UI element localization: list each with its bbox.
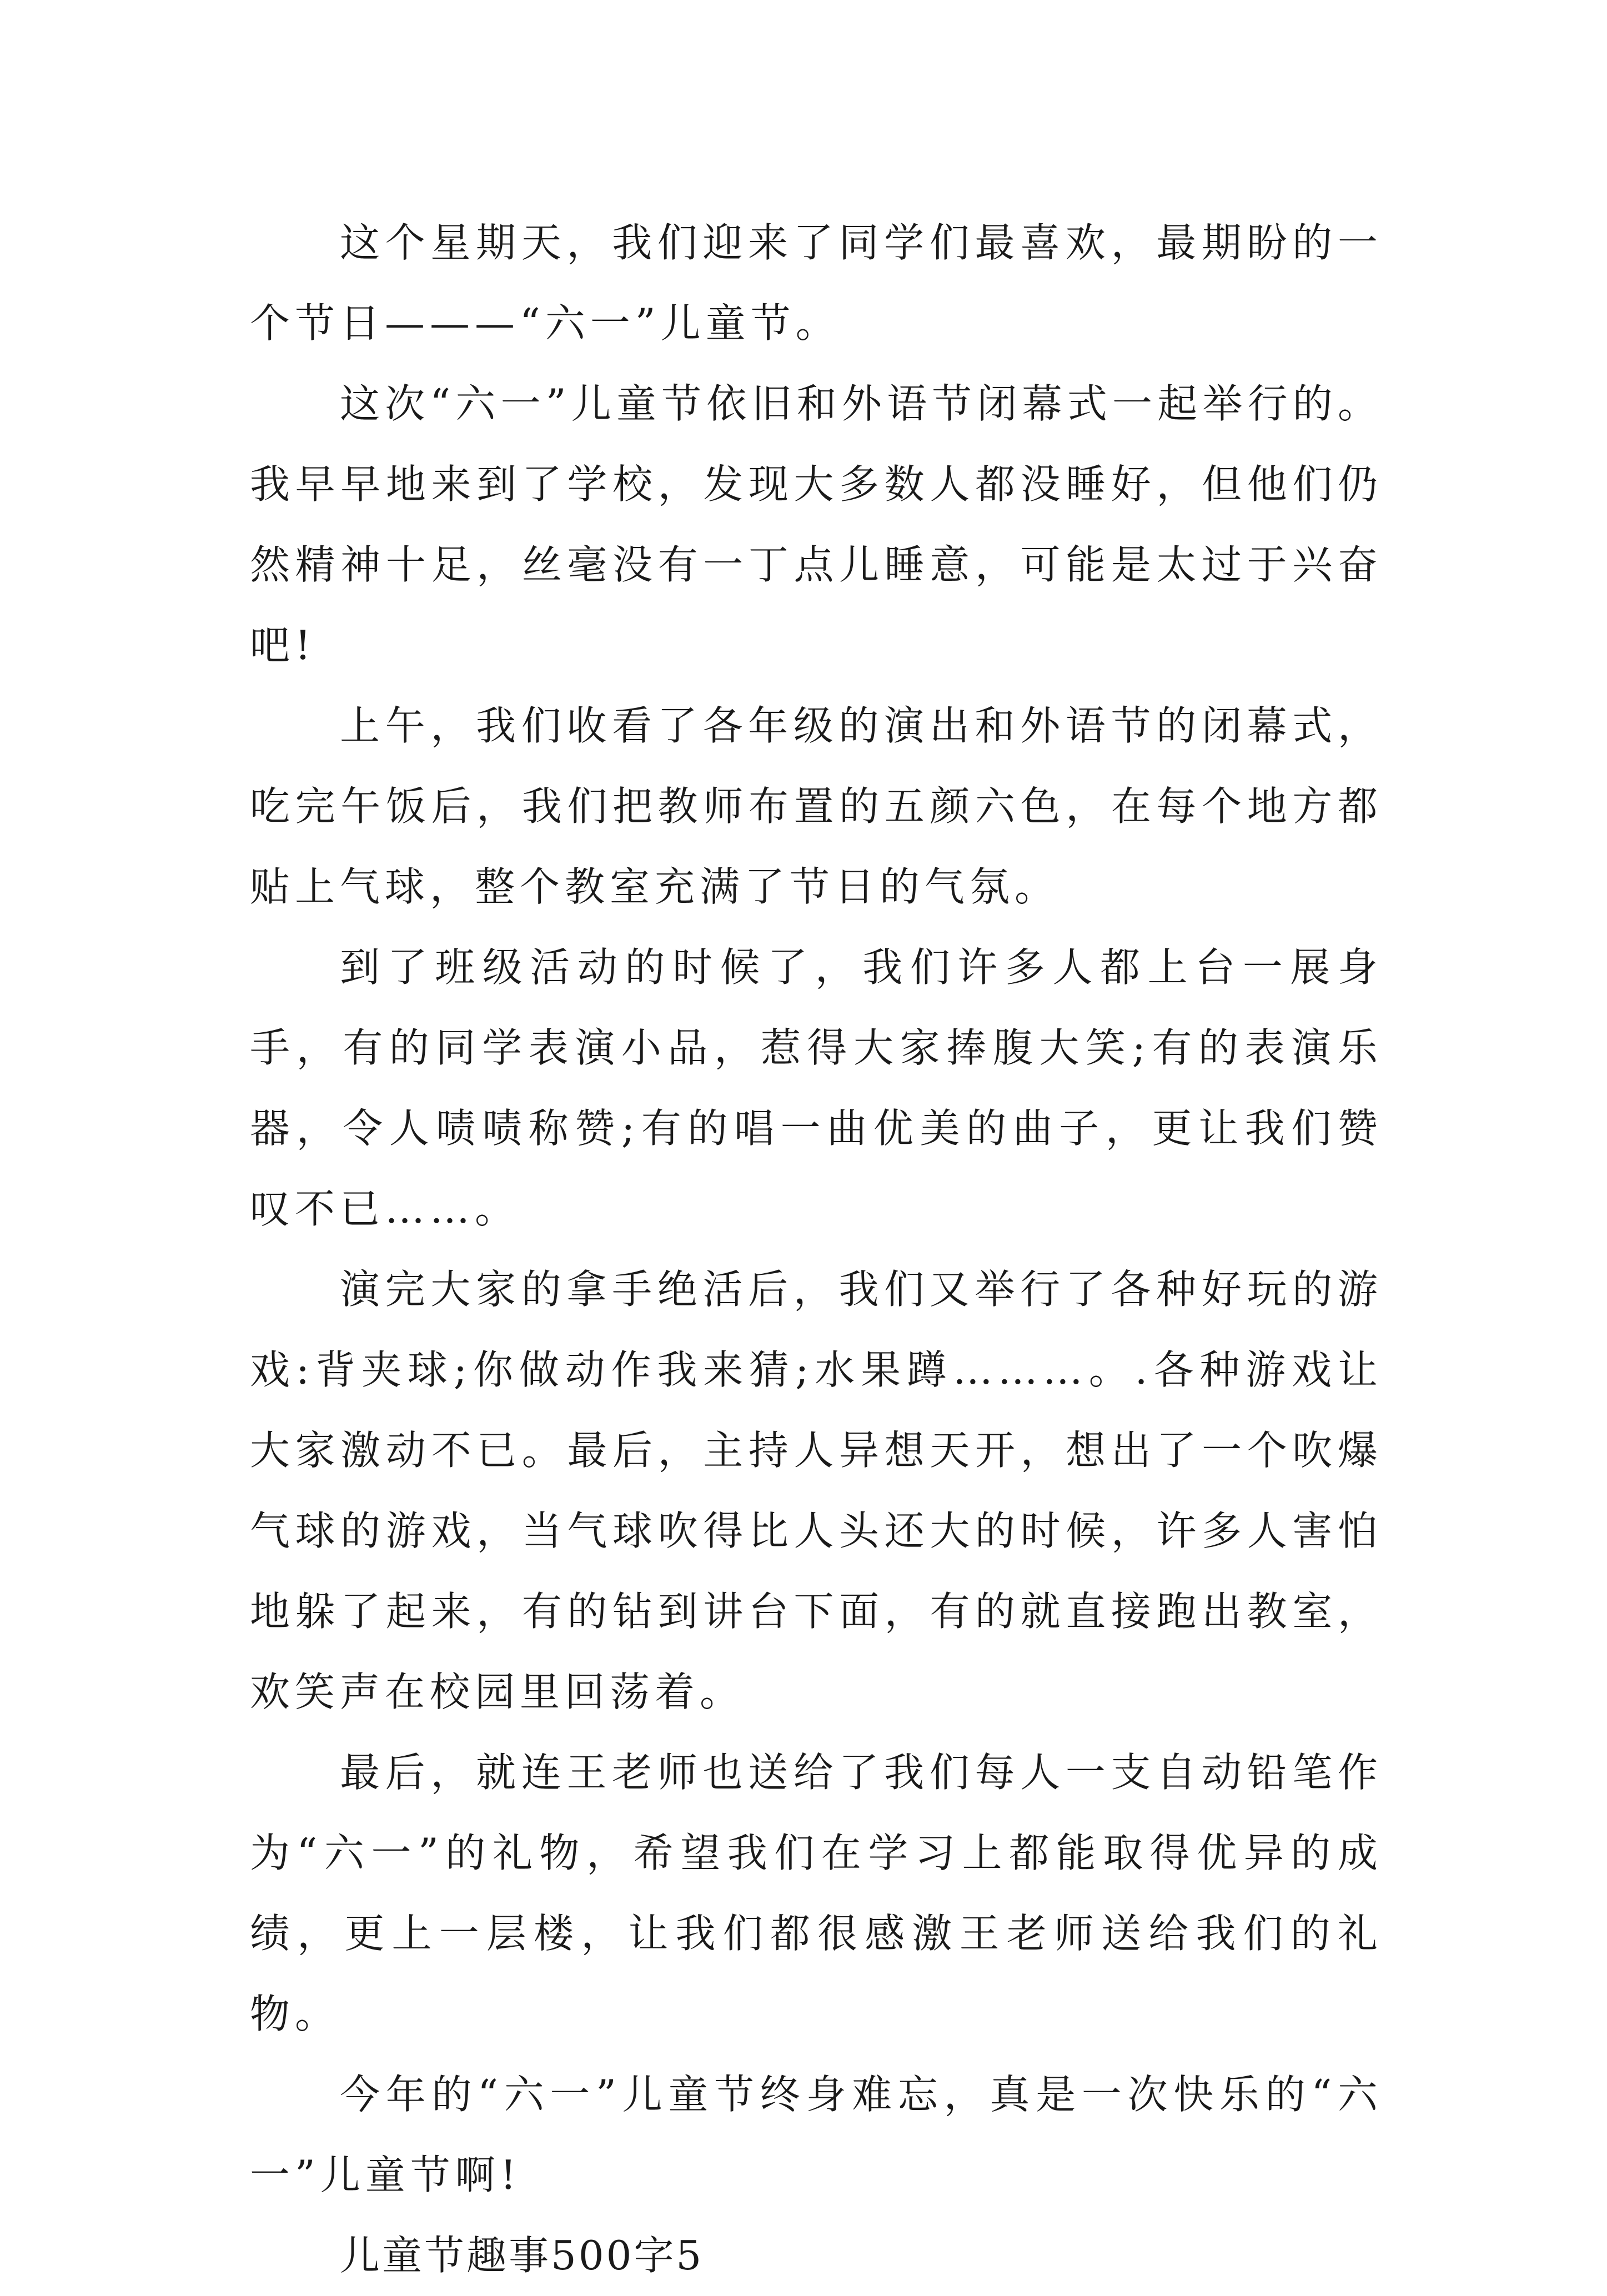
paragraph-4: 到了班级活动的时候了，我们许多人都上台一展身手，有的同学表演小品，惹得大家捧腹大笑;有的表演乐器，令人啧啧称赞;有的唱一曲优美的曲子，更让我们赞叹不已……。 (250, 944, 1383, 1232)
paragraph-5: 演完大家的拿手绝活后，我们又举行了各种好玩的游戏:背夹球;你做动作我来猜;水果蹲………。.各种游戏让大家激动不已。最后，主持人异想天开，想出了一个吹爆气球的游戏，当气球吹得比人头还大的时候，许多人害怕地躲了起来，有的钻到讲台下面，有的就直接跑出教室，欢笑声在校园里回荡着。 (250, 1266, 1383, 1715)
document-body (250, 203, 1383, 2296)
paragraph-2: 这次“六一”儿童节依旧和外语节闭幕式一起举行的。我早早地来到了学校，发现大多数人都没睡好，但他们仍然精神十足，丝毫没有一丁点儿睡意，可能是太过于兴奋吧! (250, 380, 1383, 669)
paragraph-3: 上午，我们收看了各年级的演出和外语节的闭幕式，吃完午饭后，我们把教师布置的五颜六色，在每个地方都贴上气球，整个教室充满了节日的气氛。 (250, 702, 1383, 910)
paragraph-1: 这个星期天，我们迎来了同学们最喜欢，最期盼的一个节日———“六一”儿童节。 (250, 219, 1383, 346)
paragraph-6: 最后，就连王老师也送给了我们每人一支自动铅笔作为“六一”的礼物，希望我们在学习上都能取得优异的成绩，更上一层楼，让我们都很感激王老师送给我们的礼物。 (250, 1749, 1383, 2037)
section-heading: 儿童节趣事500字5 (340, 2232, 704, 2279)
paragraph-7: 今年的“六一”儿童节终身难忘，真是一次快乐的“六一”儿童节啊! (250, 2071, 1383, 2198)
